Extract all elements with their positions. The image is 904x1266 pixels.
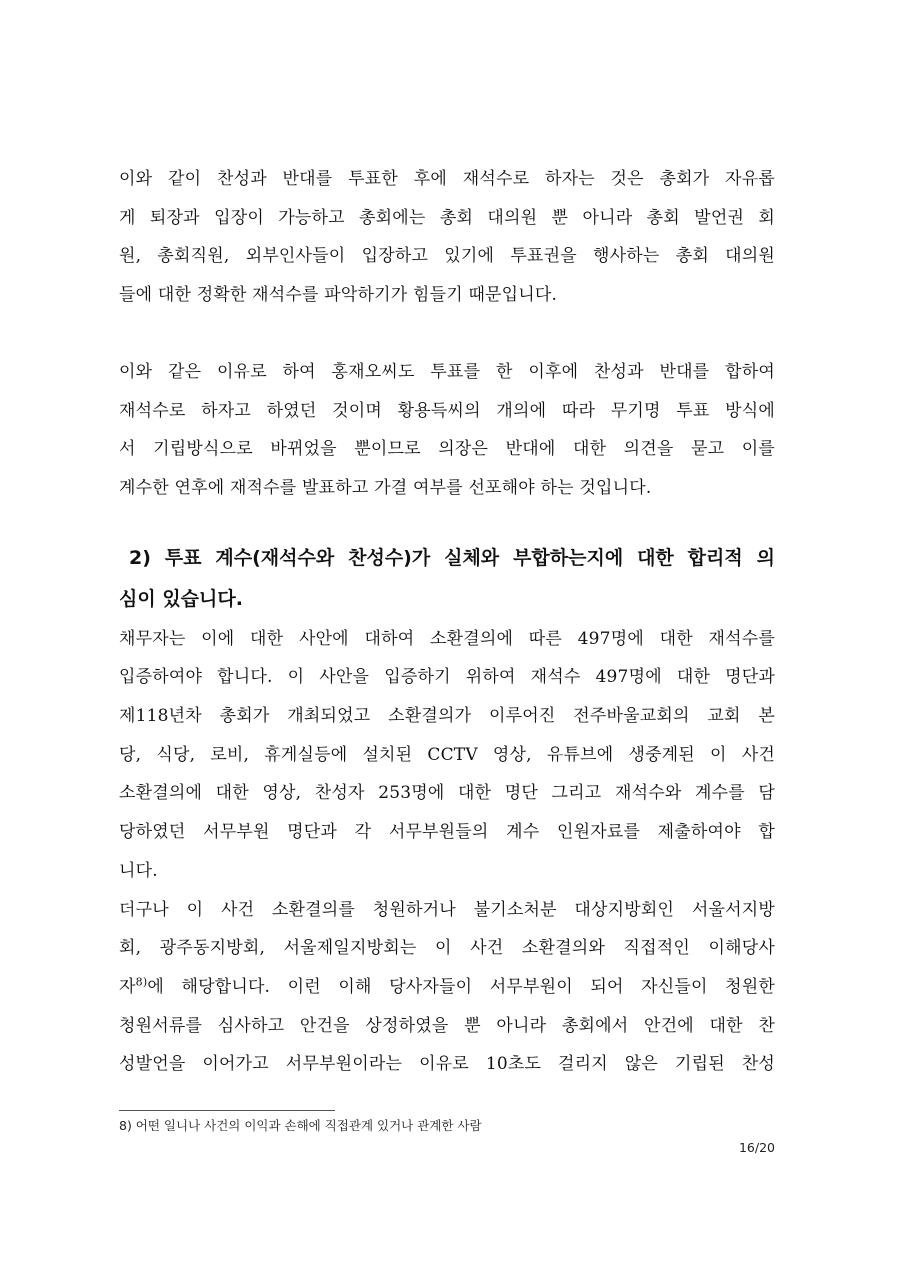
paragraph-line: 이와 같이 찬성과 반대를 투표한 후에 재석수로 하자는 것은 총회가 자유롭 bbox=[119, 169, 775, 189]
footnote-reference[interactable]: 8) bbox=[135, 975, 148, 989]
paragraph-3 bbox=[119, 620, 775, 891]
section-heading bbox=[119, 538, 775, 620]
paragraph-line: 니다. bbox=[119, 860, 158, 881]
paragraph-line: 재석수로 하자고 하였던 것이며 황용득씨의 개의에 따라 무기명 투표 방식에 bbox=[119, 400, 775, 421]
paragraph-line: 청원서류를 심사하고 안건을 상정하였을 뿐 아니라 총회에서 안건에 대한 찬 bbox=[119, 1015, 775, 1036]
paragraph-line: 계수한 연후에 재적수를 발표하고 가결 여부를 선포해야 하는 것입니다. bbox=[119, 477, 652, 498]
paragraph-line: 원, 총회직원, 외부인사들이 입장하고 있기에 투표권을 행사하는 총회 대의원 bbox=[119, 246, 775, 267]
paragraph-line: 이와 같은 이유로 하여 홍재오씨도 투표를 한 이후에 찬성과 반대를 합하여 bbox=[119, 361, 775, 382]
paragraph-line: 들에 대한 정확한 재석수를 파악하기가 힘들기 때문입니다. bbox=[119, 285, 558, 306]
page-number: 16/20 bbox=[738, 1140, 775, 1155]
paragraph-line: 서 기립방식으로 바뀌었을 뿐이므로 의장은 반대에 대한 의견을 묻고 이를 bbox=[119, 439, 775, 460]
paragraph-line: 당, 식당, 로비, 휴게실등에 설치된 CCTV 영상, 유튜브에 생중계된 이 사건 bbox=[119, 744, 775, 765]
paragraph-4 bbox=[119, 891, 775, 1085]
footnote: 8) 어떤 일니나 사건의 이익과 손해에 직접관계 있거나 관계한 사람 bbox=[119, 1118, 482, 1133]
paragraph-line: 더구나 이 사건 소환결의를 청원하거나 불기소처분 대상지방회인 서울서지방 bbox=[119, 899, 775, 920]
paragraph-line: 제118년차 총회가 개최되었고 소환결의가 이루어진 전주바울교회의 교회 본 bbox=[119, 706, 775, 727]
heading-line: 심이 있습니다. bbox=[119, 587, 243, 610]
paragraph-line: 성발언을 이어가고 서무부원이라는 이유로 10초도 걸리지 않은 기립된 찬성 bbox=[119, 1054, 775, 1075]
paragraph-line: 입증하여야 합니다. 이 사안을 입증하기 위하여 재석수 497명에 대한 명단과 bbox=[119, 667, 775, 688]
footnote-divider bbox=[119, 1110, 335, 1111]
paragraph-line-with-footnote bbox=[119, 968, 775, 1007]
heading-line: 2) 투표 계수(재석수와 찬성수)가 실체와 부합하는지에 대한 합리적 의 bbox=[129, 546, 775, 569]
line-rest: 에 해당합니다. 이런 이해 당사자들이 서무부원이 되어 자신들이 청원한 bbox=[147, 976, 775, 997]
paragraph-line: 채무자는 이에 대한 사안에 대하여 소환결의에 따른 497명에 대한 재석수를 bbox=[119, 628, 775, 649]
page-body bbox=[119, 160, 775, 1084]
paragraph-1 bbox=[119, 160, 775, 315]
line-prefix: 자 bbox=[119, 976, 136, 997]
paragraph-2 bbox=[119, 353, 775, 508]
paragraph-line: 당하였던 서무부원 명단과 각 서무부원들의 계수 인원자료를 제출하여야 합 bbox=[119, 822, 775, 843]
paragraph-spacer bbox=[119, 315, 775, 353]
paragraph-line: 소환결의에 대한 영상, 찬성자 253명에 대한 명단 그리고 재석수와 계수를 담 bbox=[119, 783, 775, 804]
paragraph-line: 회, 광주동지방회, 서울제일지방회는 이 사건 소환결의와 직접적인 이해당사 bbox=[119, 938, 775, 959]
paragraph-line: 게 퇴장과 입장이 가능하고 총회에는 총회 대의원 뿐 아니라 총회 발언권 회 bbox=[119, 207, 775, 228]
